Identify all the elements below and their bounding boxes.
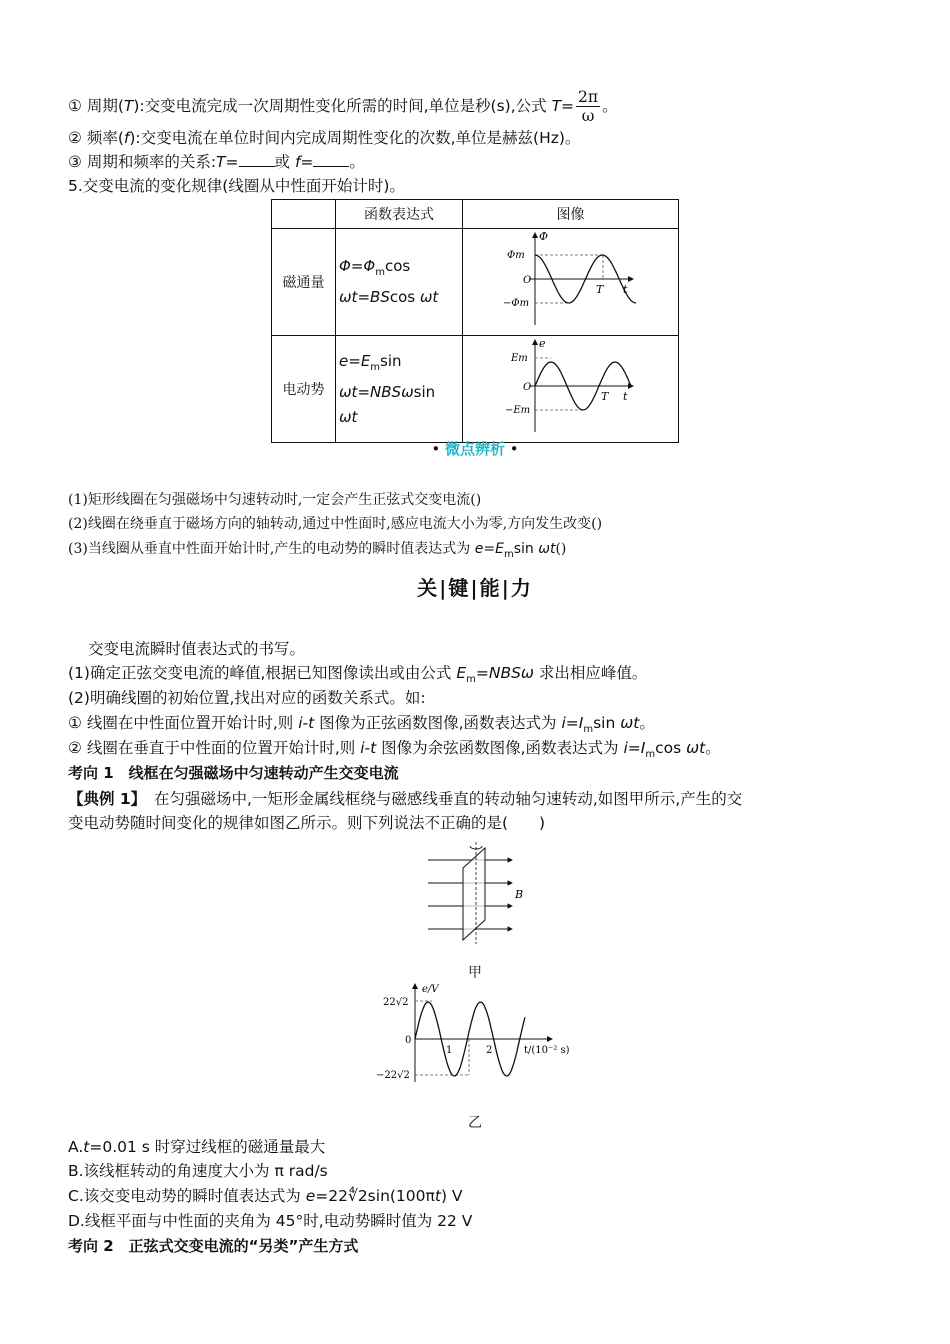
period-line: ① 周期(T):交变电流完成一次周期性变化所需的时间,单位是秒(s),公式 T= $\frac{2\pi}{\omega}$ 。 xyxy=(68,88,618,125)
frequency-line: ② 频率(f):交变电流在单位时间内完成周期性变化的次数,单位是赫兹(Hz)。 xyxy=(68,129,581,147)
row-flux-graph xyxy=(463,229,679,336)
body-p4: ① 线圈在中性面位置开始计时,则 i-t 图像为正弦函数图像,函数表达式为 $i=I_m\sin$ ωt。 xyxy=(68,714,655,736)
option-B[interactable]: B.该线框转动的角速度大小为 π rad/s xyxy=(68,1162,328,1180)
row-emf-expression: $e=E_m\sin$ ωt=NBSωsin ωt xyxy=(336,336,463,443)
law-table xyxy=(271,199,679,443)
header-graph: 图像 xyxy=(463,200,679,229)
blank-f xyxy=(313,152,349,167)
body-p2: (1)确定正弦交变电流的峰值,根据已知图像读出或由公式 $E_m=NBS\omega$ 求出相应峰值。 xyxy=(68,664,648,686)
row-emf-graph xyxy=(463,336,679,443)
emf-origin-label: O xyxy=(523,382,532,393)
option-A[interactable]: A.t=0.01 s 时穿过线框的磁通量最大 xyxy=(68,1138,326,1156)
topic-1-heading: 考向 1 线框在匀强磁场中匀速转动产生交变电流 xyxy=(68,764,399,782)
yi-ymin: −22√2 xyxy=(376,1070,410,1081)
flux-min-label: −Φm xyxy=(503,298,530,309)
header-expression: 函数表达式 xyxy=(336,200,463,229)
example-line-1: 【典例 1】 在匀强磁场中,一矩形金属线框绕与磁感线垂直的转动轴匀速转动,如图甲所示,产生的交 xyxy=(68,790,743,808)
body-p3: (2)明确线圈的初始位置,找出对应的函数关系式。如: xyxy=(68,689,426,707)
flux-axis-label: Φ xyxy=(539,230,549,243)
option-C[interactable]: C.该交变电动势的瞬时值表达式为 e=22∜2sin(100πt) V xyxy=(68,1187,463,1205)
body-p1: 交变电流瞬时值表达式的书写。 xyxy=(88,640,306,658)
emf-t-label: t xyxy=(623,390,628,403)
law-heading: 5.交变电流的变化规律(线圈从中性面开始计时)。 xyxy=(68,177,405,195)
row-flux-expression: $\Phi=\Phi_m\cos$ ωt=BScos ωt xyxy=(336,229,463,336)
emf-min-label: −Em xyxy=(505,405,531,416)
option-D[interactable]: D.线框平面与中性面的夹角为 45°时,电动势瞬时值为 22 V xyxy=(68,1212,473,1230)
figure-jia-coil xyxy=(420,840,530,945)
judge-1: (1)矩形线圈在匀强磁场中匀速转动时,一定会产生正弦式交变电流() xyxy=(68,492,482,508)
flux-period-label: T xyxy=(596,283,604,296)
judge-2: (2)线圈在绕垂直于磁场方向的轴转动,通过中性面时,感应电流大小为零,方向发生改变() xyxy=(68,516,603,532)
micro-analysis-title: • 微点辨析 • xyxy=(431,440,519,458)
yi-yzero: 0 xyxy=(405,1035,412,1046)
relation-line: ③ 周期和频率的关系:T= 或 f= 。 xyxy=(68,153,365,171)
field-B-label: B xyxy=(515,888,524,901)
flux-origin-label: O xyxy=(523,275,532,286)
emf-sine-graph xyxy=(463,336,678,438)
bullet-left: • xyxy=(431,440,441,458)
emf-axis-label: e xyxy=(539,337,546,350)
yi-ymax: 22√2 xyxy=(383,997,409,1008)
body-p5: ② 线圈在垂直于中性面的位置开始计时,则 i-t 图像为余弦函数图像,函数表达式为 $i=I_m\cos$ ωt。 xyxy=(68,739,721,761)
caption-jia: 甲 xyxy=(468,965,482,981)
yi-xlabel: t/(10⁻² s) xyxy=(524,1045,570,1056)
example-line-2: 变电动势随时间变化的规律如图乙所示。则下列说法不正确的是( ) xyxy=(68,814,546,832)
judge-3: (3)当线圈从垂直中性面开始计时,产生的电动势的瞬时值表达式为 $e=E_m\sin$ ωt() xyxy=(68,541,567,560)
period-fraction: $\frac{2\pi}{\omega}$ xyxy=(578,88,599,125)
flux-max-label: Φm xyxy=(507,250,525,261)
caption-yi: 乙 xyxy=(468,1115,482,1131)
bullet-right: • xyxy=(509,440,519,458)
emf-period-label: T xyxy=(601,390,609,403)
row-flux-label: 磁通量 xyxy=(272,229,336,336)
topic-2-heading: 考向 2 正弦式交变电流的“另类”产生方式 xyxy=(68,1237,359,1255)
yi-x2: 2 xyxy=(486,1045,493,1056)
yi-ylabel: e/V xyxy=(422,984,439,995)
key-ability-heading: 关|键|能|力 xyxy=(417,576,533,600)
table-corner xyxy=(272,200,336,229)
yi-x1: 1 xyxy=(446,1045,453,1056)
figure-yi-emf-chart xyxy=(370,980,590,1085)
emf-max-label: Em xyxy=(511,353,528,364)
row-emf-label: 电动势 xyxy=(272,336,336,443)
blank-T xyxy=(239,152,275,167)
flux-t-label: t xyxy=(623,283,628,296)
flux-cosine-graph xyxy=(463,229,678,331)
